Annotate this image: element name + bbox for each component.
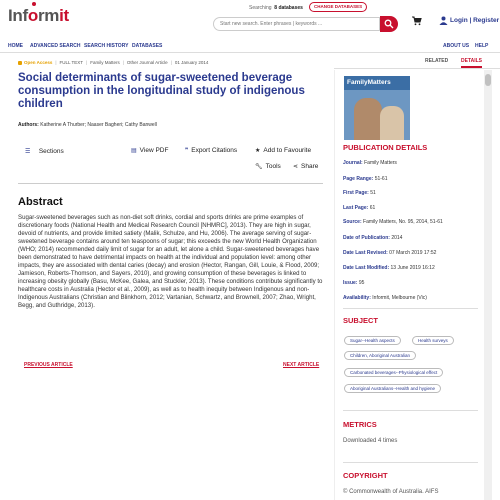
detail-date-last-revised: Date Last Revised: 07 March 2019 17:52 xyxy=(343,250,437,256)
search-input[interactable] xyxy=(213,17,380,31)
searching-status: Searching 8 databases xyxy=(249,5,303,11)
authors-list[interactable]: Katherine A Thurber; Naaser Bagheri; Cathy Banwell xyxy=(40,122,157,128)
sections-button[interactable]: ☰ Sections xyxy=(25,148,64,155)
copyright-heading: COPYRIGHT xyxy=(343,471,388,480)
article-type-label: Other Journal Article xyxy=(126,60,168,65)
subject-chip[interactable]: Sugar--Health aspects xyxy=(344,336,401,345)
star-icon: ★ xyxy=(255,148,261,154)
main-nav xyxy=(0,40,500,53)
wrench-icon: 🔧︎ xyxy=(255,164,263,170)
pdf-icon: ▤ xyxy=(131,148,137,154)
article-date: 01 January 2014 xyxy=(174,60,209,65)
tab-details[interactable]: DETAILS xyxy=(461,58,482,68)
list-icon: ☰ xyxy=(25,149,31,155)
subject-heading: SUBJECT xyxy=(343,316,379,325)
nav-about-us[interactable]: ABOUT US xyxy=(443,43,470,49)
detail-availability: Availability: Informit, Melbourne (Vic) xyxy=(343,295,427,301)
informit-logo[interactable]: Info rmit xyxy=(8,6,69,26)
subject-chip[interactable]: Health surveys xyxy=(412,336,454,345)
copyright-text: © Commonwealth of Australia. AIFS xyxy=(343,489,439,495)
sidebar-divider xyxy=(343,308,478,309)
download-count: Downloaded 4 times xyxy=(343,438,398,444)
tab-related[interactable]: RELATED xyxy=(425,58,449,64)
detail-source: Source: Family Matters, No. 95, 2014, 51-61 xyxy=(343,219,443,225)
nav-search-history[interactable]: SEARCH HISTORY xyxy=(84,43,129,49)
export-citations-button[interactable]: ❞ Export Citations xyxy=(185,147,238,154)
subject-chip[interactable]: Children, Aboriginal Australian xyxy=(344,351,416,360)
detail-last-page: Last Page: 61 xyxy=(343,205,376,211)
full-text-label: FULL TEXT xyxy=(59,60,84,65)
user-icon[interactable] xyxy=(439,16,448,25)
abstract-text: Sugar-sweetened beverages such as non-diet soft drinks, cordial and sports drinks are prime examples of discretionary foods (National Health and Medical Research Council [NHMRC], 2013). They are high in sugar, devoid of nutrients, and provide limited satiety (Malik, Schulze, and Hu, 2006). The average serving of sugar-sweetened beverage contains around ten teaspoons of sugar; this exceeds the new World Health Organization (WHO; 2014) recommended daily limit of sugar for an adult, let alone a child. Sugar-sweetened beverages have been demonstrated to have detrimental impacts on health at the individual and population level: among other impacts, they are associated with dental caries (decay) and erosion (Hector, Rangan, Gill, Louie, & Flood, 2009; Jamieson, Roberts-Thomson, and Sayers, 2010), and growing consumption of these beverages is linked to increasing obesity globally (Basu, McKee, Galea, and Stuckler, 2013). These conditions contribute significantly to healthcare costs in Australia (Hector et al., 2009), as well as to health inequity between Indigenous and non-Indigenous Australians (Christian and Blinkhorn, 2012; Vartanian, Schwartz, and Brownell, 2007; Zhao, Wright, Begg, and Guthridge, 2013). xyxy=(18,214,323,309)
previous-article-link[interactable]: PREVIOUS ARTICLE xyxy=(24,362,73,368)
detail-date-of-publication: Date of Publication: 2014 xyxy=(343,235,403,241)
share-icon: ⋖ xyxy=(293,164,299,170)
change-databases-button[interactable]: CHANGE DATABASES xyxy=(309,2,367,12)
add-to-favourite-button[interactable]: ★ Add to Favourite xyxy=(255,147,312,154)
nav-help[interactable]: HELP xyxy=(475,43,489,49)
abstract-heading: Abstract xyxy=(18,196,63,208)
sidebar-divider xyxy=(343,462,478,463)
journal-cover-image[interactable] xyxy=(344,76,410,140)
search-button[interactable] xyxy=(380,16,398,32)
detail-first-page: First Page: 51 xyxy=(343,190,376,196)
search-icon xyxy=(384,19,394,29)
quote-icon: ❞ xyxy=(185,148,189,154)
share-button[interactable]: ⋖ Share xyxy=(293,163,319,170)
authors-line: Authors: Katherine A Thurber; Naaser Bagheri; Cathy Banwell xyxy=(18,122,157,128)
metrics-heading: METRICS xyxy=(343,420,377,429)
sidebar-divider xyxy=(343,410,478,411)
journal-label: Family Matters xyxy=(90,60,120,65)
login-register-link[interactable]: Login | Register xyxy=(450,17,500,24)
subject-chip[interactable]: Aboriginal Australians--Health and hygiene xyxy=(344,384,441,393)
publication-details-heading: PUBLICATION DETAILS xyxy=(343,143,428,152)
open-access-label: Open Access xyxy=(24,60,53,65)
sidebar-scroll-thumb[interactable] xyxy=(485,74,491,86)
tools-button[interactable]: 🔧︎ Tools xyxy=(255,163,281,170)
next-article-link[interactable]: NEXT ARTICLE xyxy=(283,362,320,368)
nav-home[interactable]: HOME xyxy=(8,43,23,49)
sidebar-tabs xyxy=(334,55,500,69)
cart-icon[interactable] xyxy=(412,16,422,26)
detail-page-range: Page Range: 51-61 xyxy=(343,176,388,182)
article-title: Social determinants of sugar-sweetened beverage consumption in the longitudinal study of indigenous children xyxy=(18,72,305,110)
view-pdf-button[interactable]: ▤ View PDF xyxy=(131,147,169,154)
nav-advanced-search[interactable]: ADVANCED SEARCH xyxy=(30,43,81,49)
sidebar-scrollbar[interactable] xyxy=(484,70,492,500)
nav-databases[interactable]: DATABASES xyxy=(132,43,163,49)
detail-date-last-modified: Date Last Modified: 13 June 2019 16:12 xyxy=(343,265,435,271)
subject-chip[interactable]: Carbonated beverages--Physiological effect xyxy=(344,368,443,377)
detail-journal: Journal: Family Matters xyxy=(343,160,397,166)
top-header xyxy=(0,0,500,40)
open-access-icon xyxy=(18,61,22,65)
article-meta: Open Access | FULL TEXT | Family Matters | Other Journal Article | 01 January 2014 xyxy=(18,60,208,65)
detail-issue: Issue: 95 xyxy=(343,280,365,286)
cover-title: FamilyMatters xyxy=(347,79,391,86)
toolbar-divider xyxy=(18,183,323,184)
database-count: 8 databases xyxy=(274,5,303,11)
